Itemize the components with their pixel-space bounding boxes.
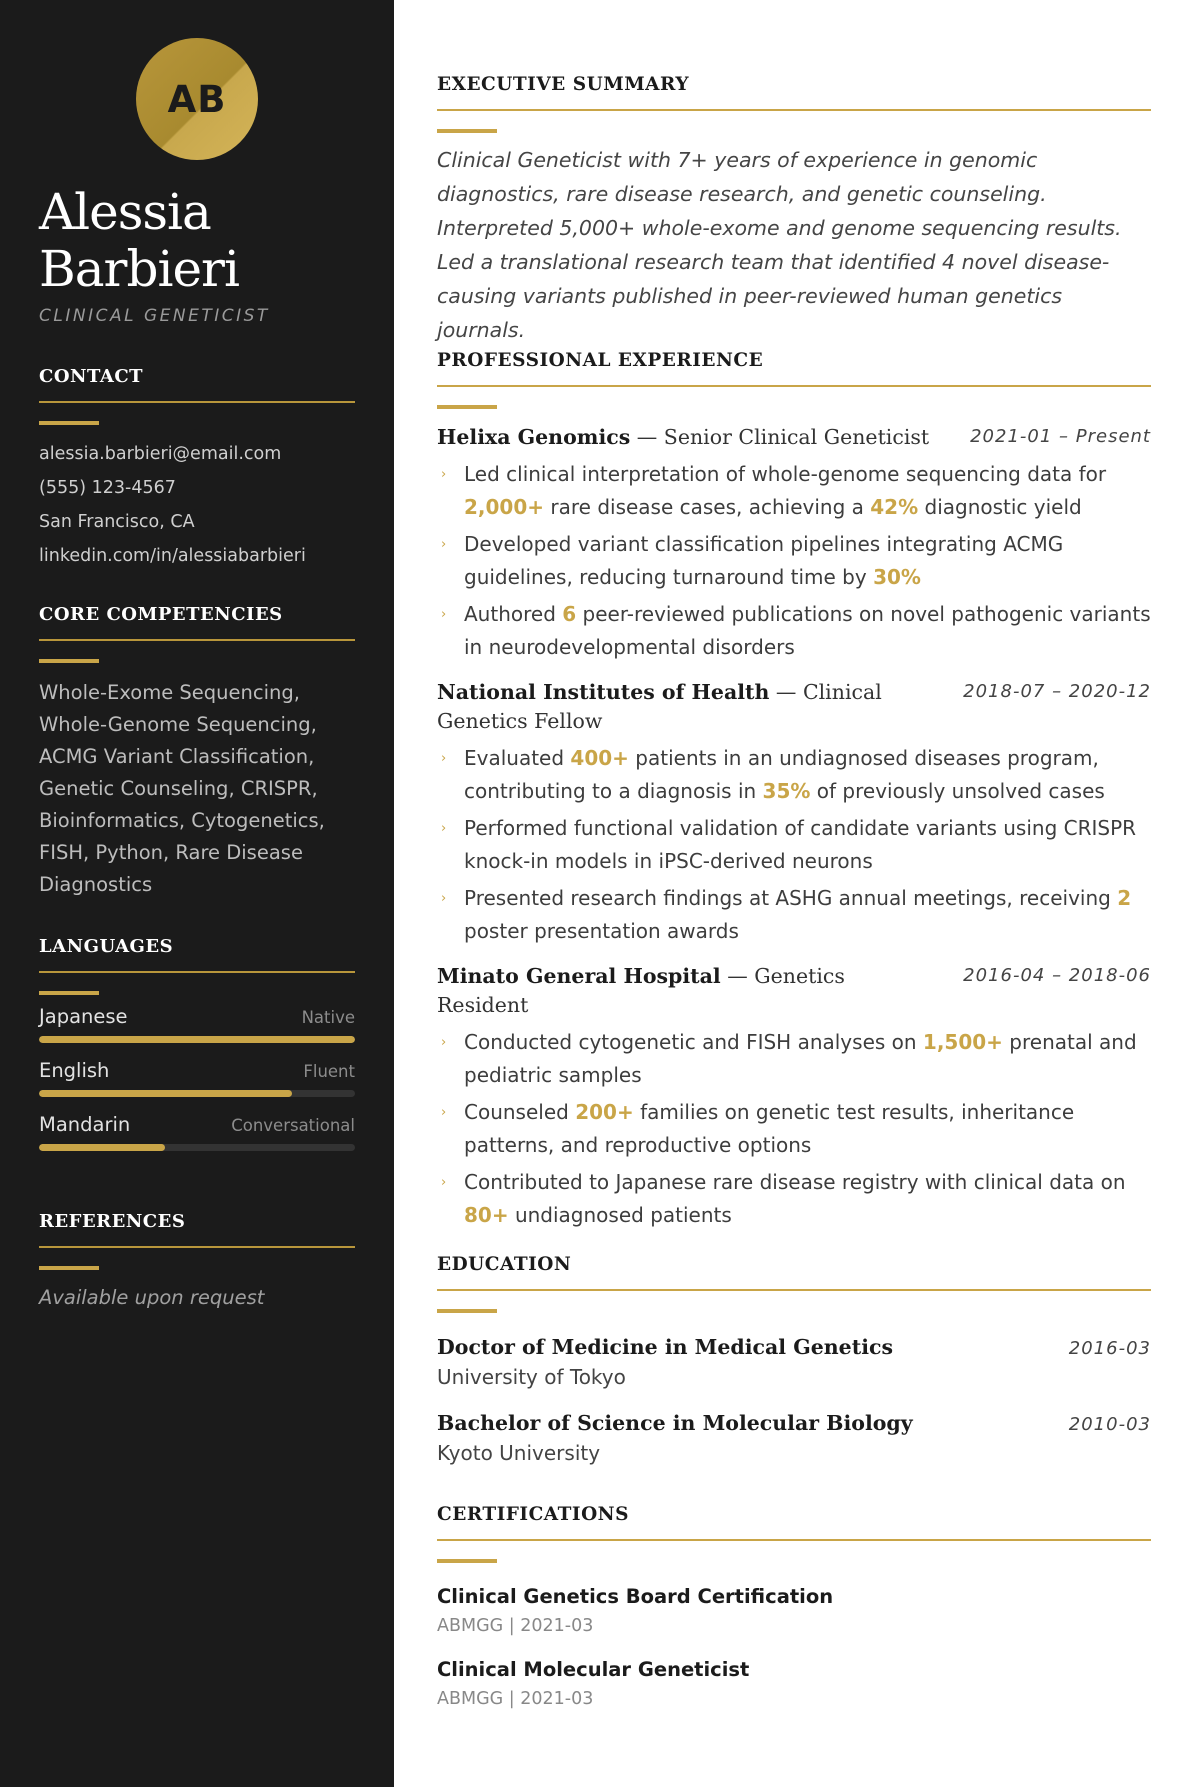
certification-name: Clinical Genetics Board Certification: [437, 1585, 834, 1608]
bullet-text: Authored: [464, 602, 563, 626]
language-proficiency-fill: [39, 1036, 355, 1043]
bullet-text: prenatal and pediatric samples: [464, 1030, 1137, 1087]
contact-accent-bar: [39, 421, 99, 425]
highlight-metric: 200+: [575, 1100, 634, 1124]
bullet-chevron-icon: ›: [441, 821, 447, 836]
education-row: [437, 1335, 1151, 1359]
contact-section: [39, 366, 355, 573]
certification-name: Clinical Molecular Geneticist: [437, 1658, 750, 1681]
summary-title: EXECUTIVE SUMMARY: [437, 74, 1151, 111]
job-title-line: [437, 423, 929, 452]
references-title: REFERENCES: [39, 1211, 355, 1248]
education-date: 2010-03: [1068, 1414, 1151, 1435]
bullet-chevron-icon: ›: [441, 1175, 447, 1190]
candidate-role: CLINICAL GENETICIST: [39, 306, 270, 326]
bullet-text: Evaluated: [464, 746, 571, 770]
competencies-title: CORE COMPETENCIES: [39, 604, 355, 641]
bullet-text: rare disease cases, achieving a: [544, 495, 871, 519]
summary-section: [437, 74, 1151, 347]
highlight-metric: 1,500+: [922, 1030, 1003, 1054]
language-level: Native: [301, 1008, 355, 1027]
bullet-item: [437, 1026, 1151, 1092]
job-bullets: [437, 1026, 1151, 1232]
bullet-item: [437, 598, 1151, 664]
bullet-chevron-icon: ›: [441, 1105, 447, 1120]
language-name: Japanese: [39, 1005, 128, 1028]
language-row: [39, 1005, 355, 1028]
job-title-line: [437, 678, 937, 736]
competencies-section: [39, 604, 355, 901]
job-bullets: [437, 742, 1151, 948]
education-accent-bar: [437, 1309, 497, 1313]
summary-accent-bar: [437, 129, 497, 133]
language-name: Mandarin: [39, 1113, 131, 1136]
contact-title: CONTACT: [39, 366, 355, 403]
avatar: [136, 38, 258, 160]
bullet-text: Performed functional validation of candidate variants using CRISPR knock-in models in iPSC-derived neurons: [464, 816, 1137, 873]
job-bullets: [437, 458, 1151, 664]
education-item: [437, 1411, 1151, 1465]
highlight-metric: 42%: [870, 495, 919, 519]
bullet-text: patients in an undiagnosed diseases program, contributing to a diagnosis in: [464, 746, 1099, 803]
contact-email[interactable]: alessia.barbieri@email.com: [39, 444, 282, 464]
education-school: University of Tokyo: [437, 1365, 626, 1389]
language-proficiency-fill: [39, 1144, 165, 1151]
languages-accent-bar: [39, 991, 99, 995]
bullet-text: of previously unsolved cases: [810, 779, 1105, 803]
avatar-initials: AB: [167, 77, 227, 121]
job-role: — Clinical Genetics Fellow: [437, 680, 882, 733]
education-title: EDUCATION: [437, 1254, 1151, 1291]
bullet-chevron-icon: ›: [441, 607, 447, 622]
certification-item: [437, 1585, 1151, 1636]
language-level: Fluent: [303, 1062, 355, 1081]
summary-text: Clinical Geneticist with 7+ years of experience in genomic diagnostics, rare disease research, and genetic counseling. Interpreted 5,000+ whole-exome and genome sequencing results. Led a translational research team that identified 4 novel disease-causing variants published in peer-reviewed human genetics journals.: [437, 148, 1122, 342]
language-proficiency-fill: [39, 1090, 292, 1097]
bullet-text: diagnostic yield: [918, 495, 1082, 519]
language-item: [39, 1005, 355, 1043]
highlight-metric: 30%: [873, 565, 921, 589]
job-role: — Genetics Resident: [437, 964, 845, 1017]
bullet-chevron-icon: ›: [441, 467, 447, 482]
sidebar: [0, 0, 394, 1787]
job-date: 2018-07 – 2020-12: [963, 681, 1151, 702]
bullet-text: Developed variant classification pipelines integrating ACMG guidelines, reducing turnaround time by: [464, 532, 1064, 589]
contact-location: San Francisco, CA: [39, 512, 195, 532]
language-proficiency-bar: [39, 1144, 355, 1151]
job-header: [437, 962, 1151, 1020]
languages-title: LANGUAGES: [39, 936, 355, 973]
highlight-metric: 2: [1117, 886, 1132, 910]
language-item: [39, 1113, 355, 1151]
competencies-list: Whole-Exome Sequencing, Whole-Genome Sequencing, ACMG Variant Classification, Genetic Counseling, CRISPR, Bioinformatics, Cytogenetics, FISH, Python, Rare Disease Diagnostics: [39, 681, 325, 896]
language-level: Conversational: [231, 1116, 355, 1135]
bullet-text: Contributed to Japanese rare disease registry with clinical data on: [464, 1170, 1126, 1194]
bullet-text: Presented research findings at ASHG annual meetings, receiving: [464, 886, 1118, 910]
bullet-text: families on genetic test results, inheritance patterns, and reproductive options: [464, 1100, 1075, 1157]
job-title-line: [437, 962, 937, 1020]
bullet-chevron-icon: ›: [441, 891, 447, 906]
bullet-text: undiagnosed patients: [508, 1203, 732, 1227]
bullet-text: Conducted cytogenetic and FISH analyses on: [464, 1030, 923, 1054]
language-proficiency-bar: [39, 1036, 355, 1043]
education-degree: Doctor of Medicine in Medical Genetics: [437, 1335, 894, 1359]
bullet-item: [437, 882, 1151, 948]
job-date: 2016-04 – 2018-06: [963, 965, 1151, 986]
job-header: [437, 678, 1151, 736]
job-company: National Institutes of Health: [437, 680, 770, 704]
language-proficiency-bar: [39, 1090, 355, 1097]
bullet-chevron-icon: ›: [441, 1035, 447, 1050]
highlight-metric: 35%: [762, 779, 811, 803]
bullet-item: [437, 1096, 1151, 1162]
last-name: Barbieri: [39, 240, 239, 298]
job-date: 2021-01 – Present: [970, 426, 1151, 447]
bullet-text: peer-reviewed publications on novel pathogenic variants in neurodevelopmental disorders: [464, 602, 1151, 659]
certifications-title: CERTIFICATIONS: [437, 1504, 1151, 1541]
job-role: — Senior Clinical Geneticist: [630, 425, 930, 449]
bullet-text: Counseled: [464, 1100, 576, 1124]
education-date: 2016-03: [1068, 1338, 1151, 1359]
certification-meta: ABMGG | 2021-03: [437, 1689, 594, 1709]
experience-section: [437, 350, 1151, 1236]
language-row: [39, 1059, 355, 1082]
language-name: English: [39, 1059, 110, 1082]
bullet-item: [437, 742, 1151, 808]
job-entry: [437, 423, 1151, 664]
bullet-text: Led clinical interpretation of whole-genome sequencing data for: [464, 462, 1107, 486]
bullet-chevron-icon: ›: [441, 537, 447, 552]
contact-phone[interactable]: (555) 123-4567: [39, 478, 176, 498]
education-item: [437, 1335, 1151, 1389]
highlight-metric: 80+: [464, 1203, 509, 1227]
job-company: Minato General Hospital: [437, 964, 721, 988]
certification-meta: ABMGG | 2021-03: [437, 1616, 594, 1636]
education-row: [437, 1411, 1151, 1435]
job-header: [437, 423, 1151, 452]
certification-item: [437, 1658, 1151, 1709]
certifications-accent-bar: [437, 1559, 497, 1563]
education-degree: Bachelor of Science in Molecular Biology: [437, 1411, 913, 1435]
contact-linkedin[interactable]: linkedin.com/in/alessiabarbieri: [39, 546, 306, 566]
experience-accent-bar: [437, 405, 497, 409]
education-section: [437, 1254, 1151, 1465]
candidate-name: [39, 184, 239, 298]
bullet-text: poster presentation awards: [464, 919, 739, 943]
references-accent-bar: [39, 1266, 99, 1270]
highlight-metric: 6: [562, 602, 577, 626]
bullet-item: [437, 812, 1151, 878]
language-row: [39, 1113, 355, 1136]
references-text: Available upon request: [39, 1286, 265, 1309]
first-name: Alessia: [39, 183, 211, 241]
job-entry: [437, 678, 1151, 948]
certifications-section: [437, 1504, 1151, 1709]
bullet-item: [437, 528, 1151, 594]
education-school: Kyoto University: [437, 1441, 601, 1465]
bullet-item: [437, 458, 1151, 524]
language-item: [39, 1059, 355, 1097]
references-section: [39, 1211, 355, 1309]
job-entry: [437, 962, 1151, 1232]
experience-title: PROFESSIONAL EXPERIENCE: [437, 350, 1151, 387]
highlight-metric: 400+: [570, 746, 629, 770]
job-company: Helixa Genomics: [437, 425, 631, 449]
competencies-accent-bar: [39, 659, 99, 663]
bullet-chevron-icon: ›: [441, 751, 447, 766]
languages-section: [39, 936, 355, 1151]
highlight-metric: 2,000+: [464, 495, 545, 519]
bullet-item: [437, 1166, 1151, 1232]
